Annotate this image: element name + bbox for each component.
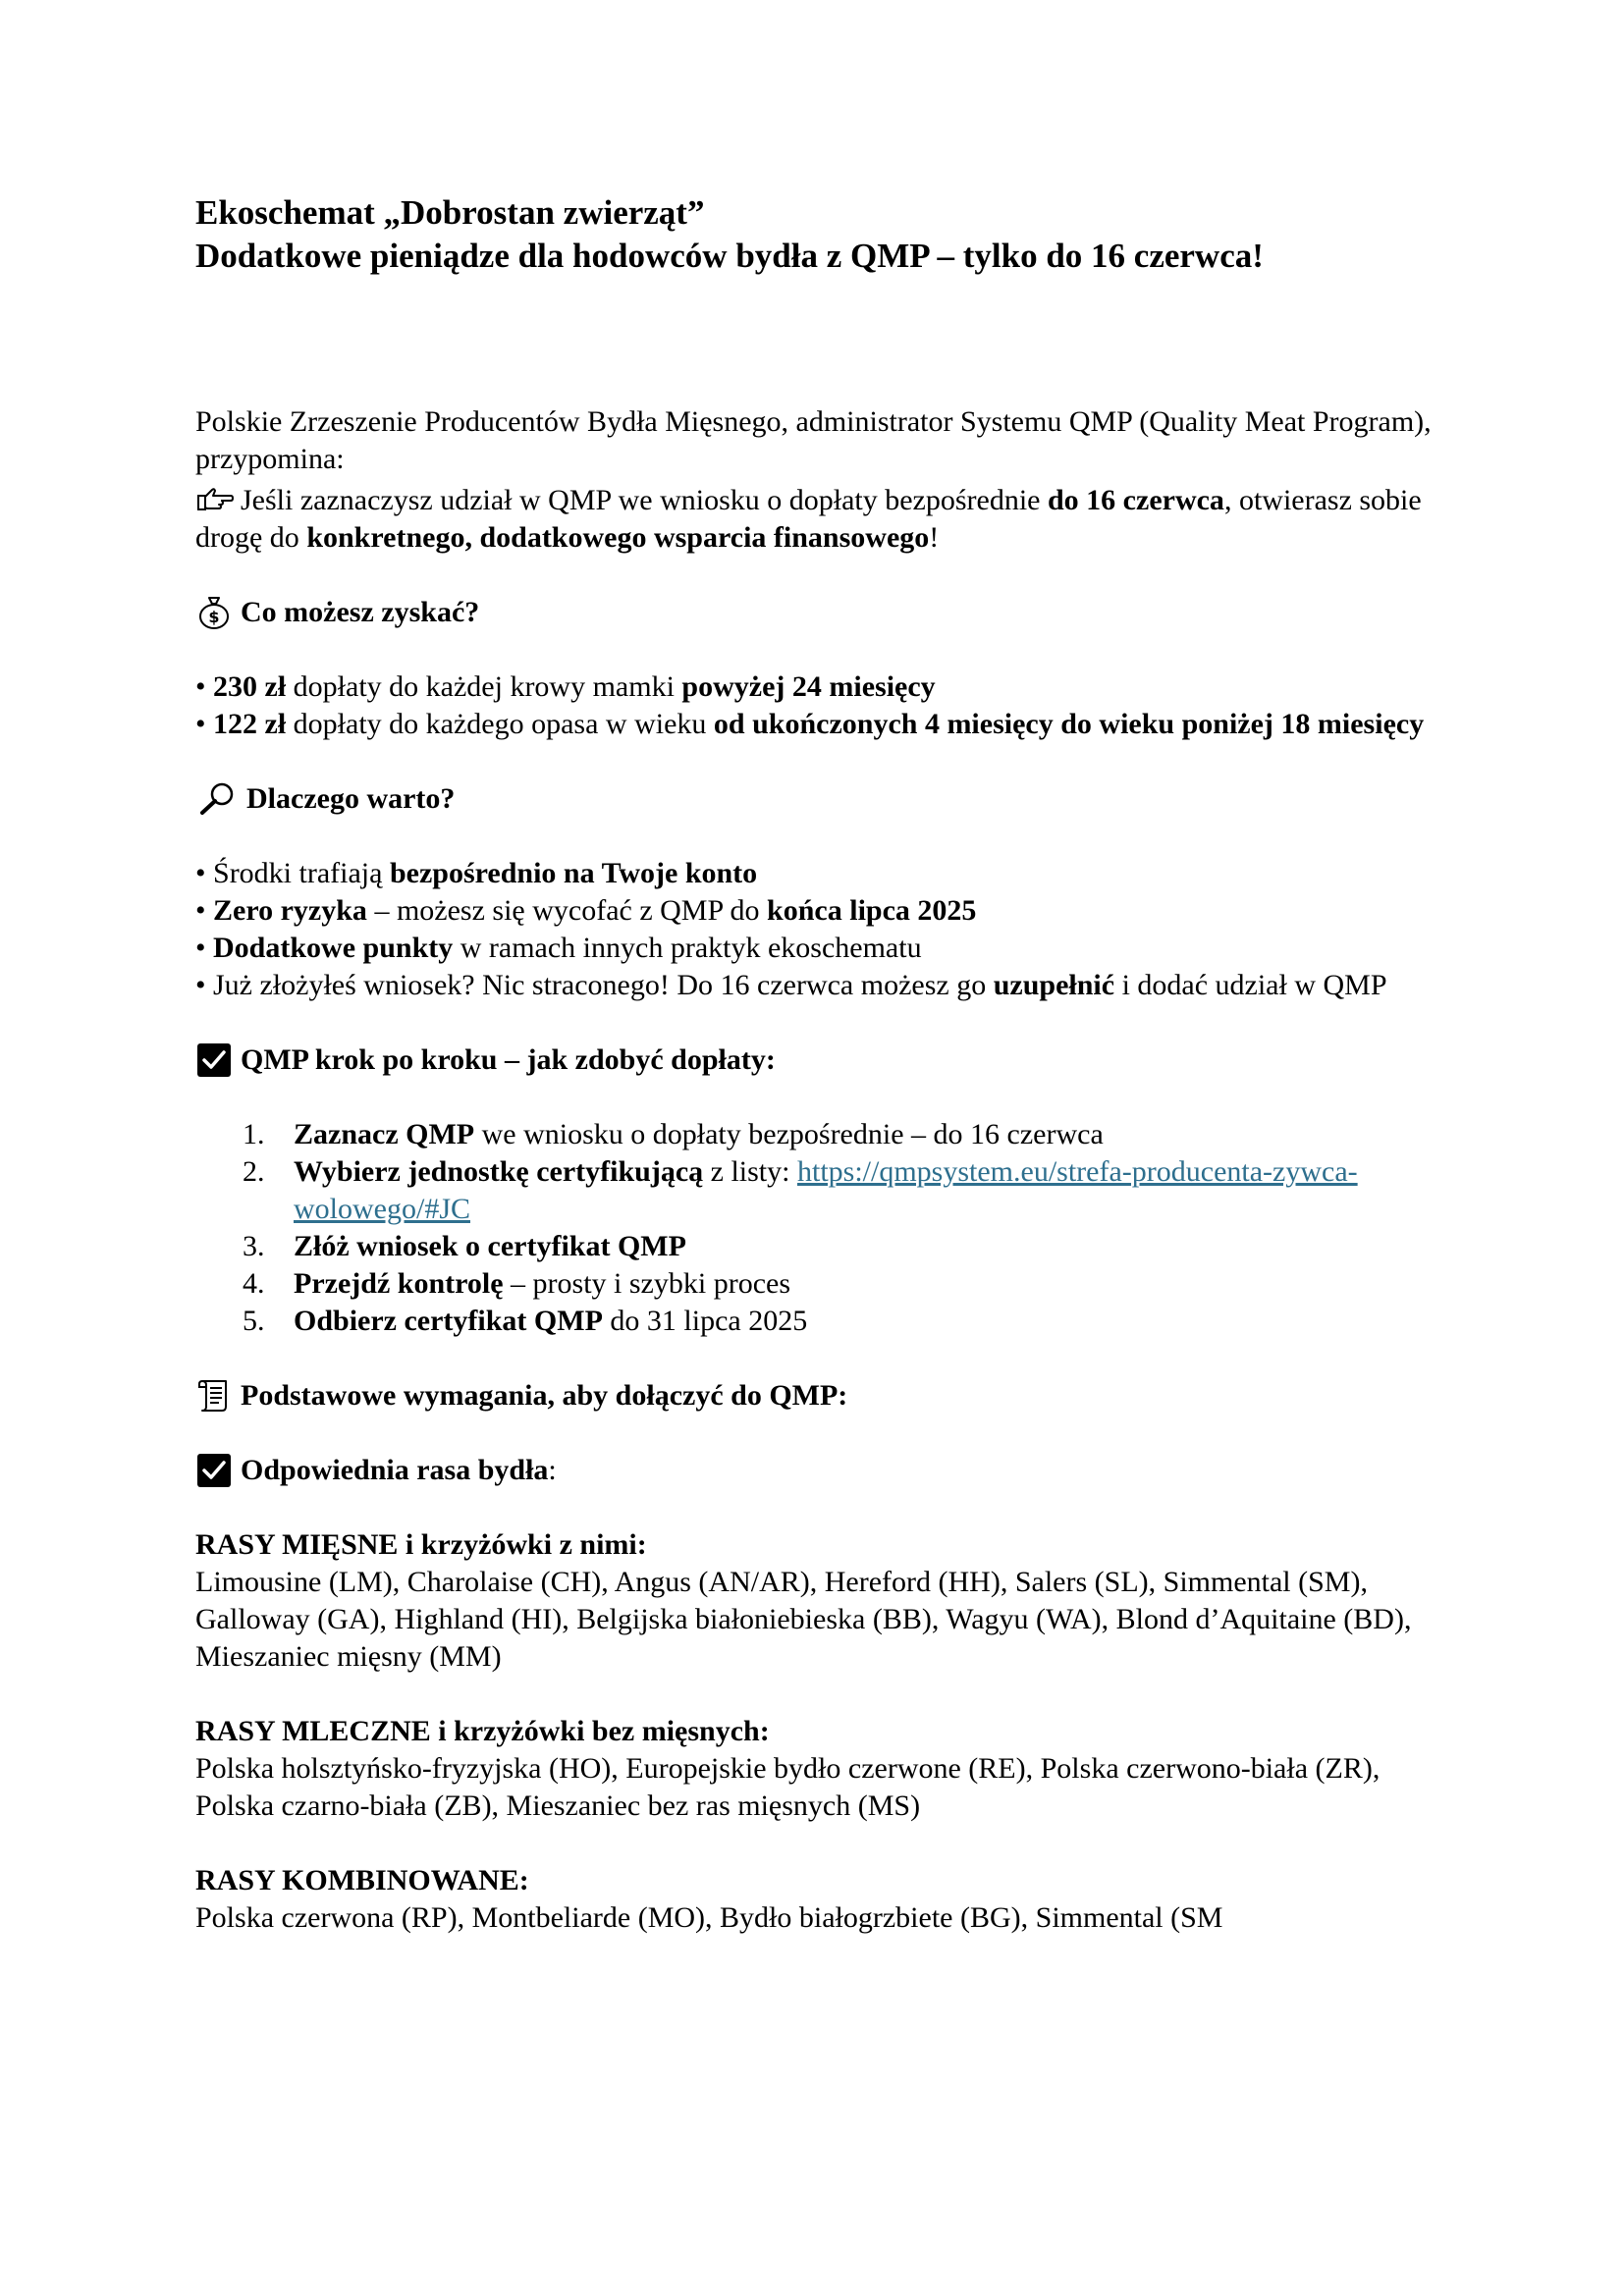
why-item-2-text: – możesz się wycofać z QMP do [366, 894, 768, 927]
dairy-breeds-section [195, 1713, 1462, 1825]
bullet: • [195, 708, 214, 740]
why-item-2 [195, 892, 1462, 930]
step-rest: do 31 lipca 2025 [602, 1305, 808, 1337]
title-line-1: Ekoschemat „Dobrostan zwierząt” [195, 193, 705, 232]
meat-breeds-heading-text: RASY MIĘSNE i krzyżówki z nimi: [195, 1528, 647, 1561]
gain-list [195, 668, 1462, 743]
intro-text-c: , otwierasz sobie drogę do [195, 484, 1422, 554]
steps-section [195, 1041, 1462, 1340]
why-heading-text: Dlaczego warto? [246, 782, 456, 815]
step-text [294, 1153, 1462, 1228]
gain-section [195, 594, 1462, 743]
breed-section [195, 1452, 1462, 1489]
intro-support: konkretnego, dodatkowego wsparcia finansowego [306, 521, 930, 554]
intro-highlight-paragraph [195, 482, 1462, 557]
step-rest: – prosty i szybki proces [503, 1267, 791, 1300]
gain-item-1-text: dopłaty do każdej krowy mamki [286, 670, 682, 703]
combined-breeds-text: Polska czerwona (RP), Montbeliarde (MO), Bydło białogrzbiete (BG), Simmental (SM [195, 1901, 1223, 1934]
bullet: • [195, 932, 214, 964]
why-item-4-bold: uzupełnić [993, 969, 1115, 1001]
why-section [195, 780, 1462, 1004]
title-line-2: Dodatkowe pieniądze dla hodowców bydła z QMP – tylko do 16 czerwca! [195, 237, 1264, 275]
bullet: • [195, 670, 214, 703]
intro-deadline: do 16 czerwca [1048, 484, 1224, 516]
check-box-icon [195, 1041, 233, 1079]
requirements-section [195, 1377, 1462, 1415]
why-item-4-rest: i dodać udział w QMP [1114, 969, 1387, 1001]
dairy-breeds-heading-text: RASY MLECZNE i krzyżówki bez mięsnych: [195, 1715, 770, 1747]
breed-heading-text [241, 1452, 557, 1489]
gain-heading-text: Co możesz zyskać? [241, 596, 480, 628]
svg-text:$: $ [208, 608, 220, 626]
step-bold: Wybierz jednostkę certyfikującą [294, 1155, 704, 1188]
step-number: 5. [243, 1305, 265, 1337]
step-rest: z listy: [703, 1155, 797, 1188]
step-item [195, 1116, 1462, 1153]
bullet: • [195, 894, 214, 927]
amount-1: 230 zł [213, 670, 287, 703]
scroll-icon [195, 1377, 233, 1415]
meat-breeds-section [195, 1526, 1462, 1676]
step-bold: Przejdź kontrolę [294, 1267, 504, 1300]
requirements-heading [195, 1377, 1462, 1415]
why-item-2-bold: Zero ryzyka [213, 894, 367, 927]
why-heading [195, 780, 1462, 818]
why-item-4 [195, 967, 1462, 1004]
step-bold: Złóż wniosek o certyfikat QMP [294, 1230, 686, 1262]
meat-breeds-heading [195, 1526, 1462, 1564]
gain-item-1 [195, 668, 1462, 706]
pointing-hand-icon [195, 484, 235, 513]
step-text [294, 1265, 1462, 1303]
combined-breeds-section [195, 1862, 1462, 1937]
step-item [195, 1265, 1462, 1303]
intro-text-e: ! [929, 521, 940, 554]
gain-item-2-condition: od ukończonych 4 miesięcy do wieku poniżej 18 miesięcy [713, 708, 1425, 740]
intro-section [195, 403, 1462, 557]
steps-list [195, 1116, 1462, 1340]
step-item [195, 1303, 1462, 1340]
step-bold: Zaznacz QMP [294, 1118, 475, 1150]
gain-item-2-text: dopłaty do każdego opasa w wieku [286, 708, 714, 740]
why-item-2-date: końca lipca 2025 [767, 894, 977, 927]
step-number: 4. [243, 1267, 265, 1300]
breed-heading-colon: : [548, 1454, 557, 1486]
combined-breeds-heading-text: RASY KOMBINOWANE: [195, 1864, 529, 1896]
step-item [195, 1153, 1462, 1228]
requirements-heading-text: Podstawowe wymagania, aby dołączyć do QMP: [241, 1379, 848, 1412]
meat-breeds-text: Limousine (LM), Charolaise (CH), Angus (AN/AR), Hereford (HH), Salers (SL), Simmental (SM), Galloway (GA), Highland (HI), Belgijska białoniebieska (BB), Wagyu (WA), Blond d’Aquitaine (BD), Mieszaniec mięsny (MM) [195, 1566, 1412, 1673]
step-bold: Odbierz certyfikat QMP [294, 1305, 603, 1337]
gain-item-1-condition: powyżej 24 miesięcy [681, 670, 936, 703]
why-item-4-text: • Już złożyłeś wniosek? Nic straconego! Do 16 czerwca możesz go [195, 969, 994, 1001]
amount-2: 122 zł [213, 708, 287, 740]
why-item-1-text: • Środki trafiają [195, 857, 390, 889]
why-item-3 [195, 930, 1462, 967]
document-title [195, 191, 1462, 278]
why-item-3-text: w ramach innych praktyk ekoschematu [453, 932, 922, 964]
step-number: 3. [243, 1230, 265, 1262]
step-text [294, 1303, 1462, 1340]
check-box-icon [195, 1452, 233, 1489]
step-number: 2. [243, 1155, 265, 1188]
dairy-breeds-text: Polska holsztyńsko-fryzyjska (HO), Europejskie bydło czerwone (RE), Polska czerwono-biała (ZR), Polska czarno-biała (ZB), Mieszaniec bez ras mięsnych (MS) [195, 1752, 1380, 1822]
intro-text-a: Jeśli zaznaczysz udział w QMP we wniosku o dopłaty bezpośrednie [241, 484, 1048, 516]
why-item-1 [195, 855, 1462, 892]
why-item-3-bold: Dodatkowe punkty [213, 932, 454, 964]
intro-paragraph: Polskie Zrzeszenie Producentów Bydła Mięsnego, administrator Systemu QMP (Quality Meat Program), przypomina: [195, 405, 1432, 475]
step-text [294, 1228, 1462, 1265]
gain-item-2 [195, 706, 1462, 743]
dairy-breeds-heading [195, 1713, 1462, 1750]
breed-heading [195, 1452, 1462, 1489]
why-list [195, 855, 1462, 1004]
breed-heading-bold: Odpowiednia rasa bydła [241, 1454, 549, 1486]
certification-bodies-link[interactable]: https://qmpsystem.eu/strefa-producenta-zywca-wolowego/#JC [294, 1155, 1358, 1225]
steps-heading-text: QMP krok po kroku – jak zdobyć dopłaty: [241, 1043, 776, 1076]
document-page [195, 191, 1462, 1937]
step-rest: we wniosku o dopłaty bezpośrednie – do 16 czerwca [474, 1118, 1104, 1150]
why-item-1-bold: bezpośrednio na Twoje konto [389, 857, 758, 889]
combined-breeds-heading [195, 1862, 1462, 1899]
magnifier-icon [195, 780, 239, 818]
step-text [294, 1116, 1462, 1153]
gain-heading [195, 594, 1462, 631]
step-number: 1. [243, 1118, 265, 1150]
step-item [195, 1228, 1462, 1265]
money-bag-icon [195, 594, 233, 631]
steps-heading [195, 1041, 1462, 1079]
